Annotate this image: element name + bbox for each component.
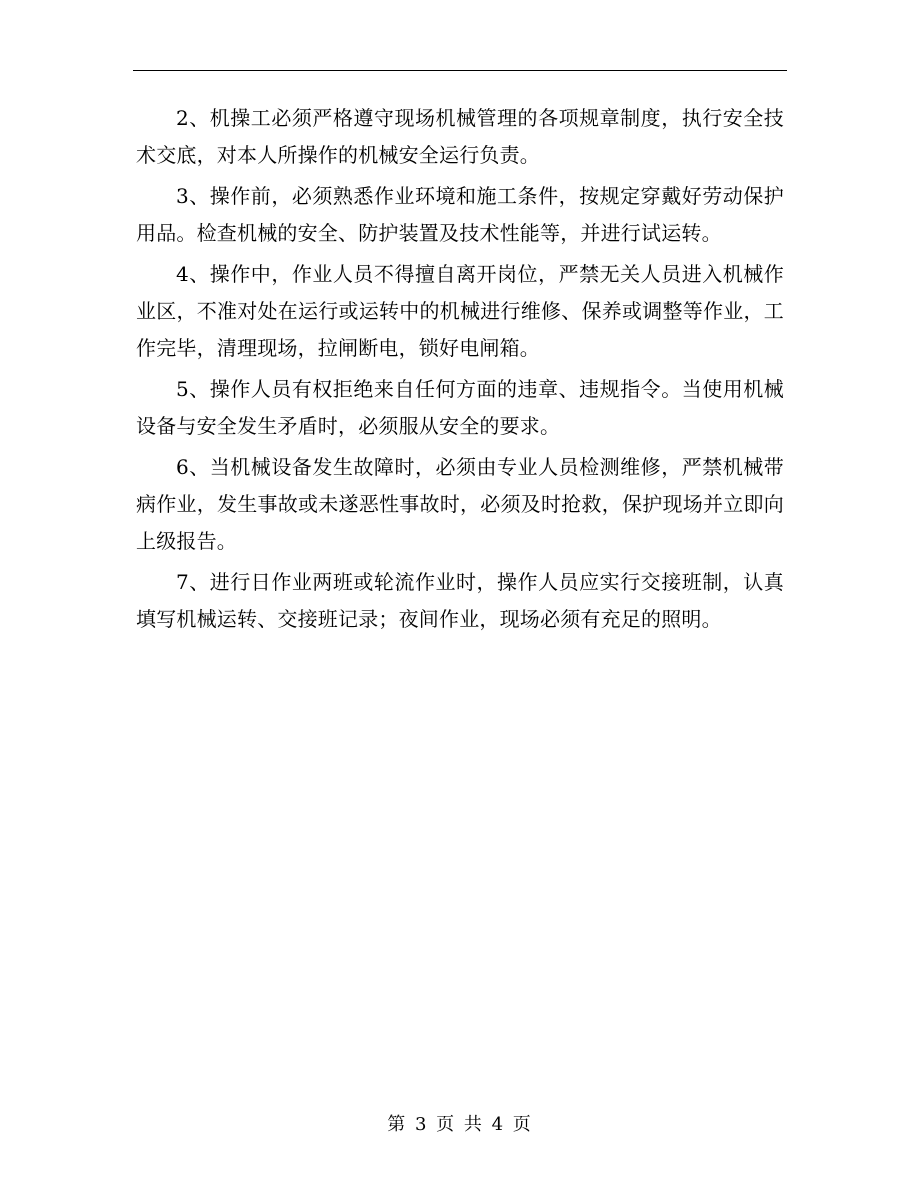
paragraph: 2、机操工必须严格遵守现场机械管理的各项规章制度，执行安全技术交底，对本人所操作的机械安全运行负责。 (136, 106, 784, 167)
page-number: 第 3 页 共 4 页 (387, 1114, 533, 1135)
paragraph: 7、进行日作业两班或轮流作业时，操作人员应实行交接班制，认真填写机械运转、交接班记录；夜间作业，现场必须有充足的照明。 (136, 570, 784, 631)
paragraph: 6、当机械设备发生故障时，必须由专业人员检测维修，严禁机械带病作业，发生事故或未遂恶性事故时，必须及时抢救，保护现场并立即向上级报告。 (136, 455, 784, 553)
paragraph: 4、操作中，作业人员不得擅自离开岗位，严禁无关人员进入机械作业区，不准对处在运行或运转中的机械进行维修、保养或调整等作业，工作完毕，清理现场，拉闸断电，锁好电闸箱。 (136, 262, 784, 360)
header-rule (133, 70, 787, 71)
paragraph: 3、操作前，必须熟悉作业环境和施工条件，按规定穿戴好劳动保护用品。检查机械的安全、防护装置及技术性能等，并进行试运转。 (136, 184, 784, 245)
paragraph: 5、操作人员有权拒绝来自任何方面的违章、违规指令。当使用机械设备与安全发生矛盾时，必须服从安全的要求。 (136, 377, 784, 438)
document-body (136, 100, 784, 642)
